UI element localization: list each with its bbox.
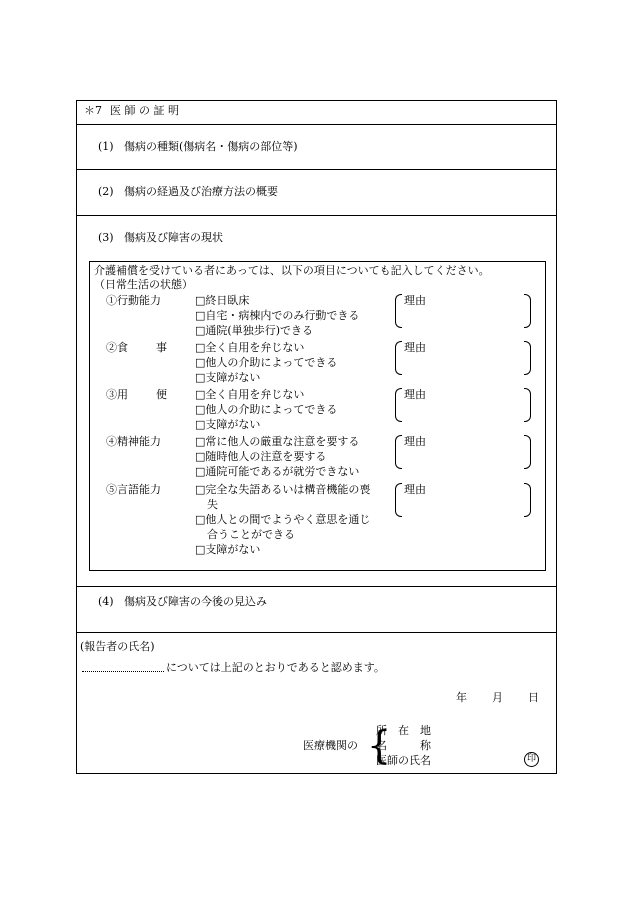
checkbox-option[interactable]: □ 他人の介助によってできる: [195, 356, 337, 370]
reason-open-bracket: [395, 294, 402, 328]
divider: [76, 169, 557, 170]
item-mental-label: ④精神能力: [106, 435, 161, 448]
reason-close-bracket: [524, 294, 531, 328]
reason-open-bracket: [395, 341, 402, 375]
item-mobility-label: ①行動能力: [106, 294, 161, 307]
checkbox-option[interactable]: □ 支障がない: [195, 543, 260, 557]
checkbox-option[interactable]: □ 支障がない: [195, 418, 260, 432]
item-speech-label: ⑤言語能力: [106, 483, 161, 496]
reason-close-bracket: [524, 388, 531, 422]
section-4-title: 傷病及び障害の今後の見込み: [124, 595, 267, 608]
checkbox-option[interactable]: □ 終日臥床: [195, 294, 249, 308]
reporter-label: (報告者の氏名): [80, 640, 155, 653]
doctor-name-label: 医師の氏名: [376, 754, 431, 767]
header-number: ＊7: [84, 104, 102, 117]
section-4-number: (4): [98, 595, 114, 608]
seal-icon: 印: [524, 752, 539, 767]
option-continuation: 合うことができる: [207, 528, 295, 541]
reason-label: 理由: [404, 483, 426, 496]
checkbox-option[interactable]: □ 支障がない: [195, 371, 260, 385]
reason-open-bracket: [395, 388, 402, 422]
confirmation-text: については上記のとおりであると認めます。: [166, 661, 385, 674]
divider: [76, 124, 557, 125]
reason-label: 理由: [404, 388, 426, 401]
item-toilet-label: ③用: [106, 388, 128, 401]
reason-label: 理由: [404, 341, 426, 354]
divider: [76, 632, 557, 633]
option-continuation: 失: [207, 498, 218, 511]
reason-label: 理由: [404, 294, 426, 307]
care-note: 介護補償を受けている者にあっては、以下の項目についても記入してください。: [94, 264, 490, 277]
reporter-name-line[interactable]: [82, 671, 164, 672]
checkbox-option[interactable]: □ 完全な失語あるいは構音機能の喪: [195, 483, 370, 497]
name-label: 名 称: [376, 739, 431, 752]
checkbox-option[interactable]: □ 全く自用を弁じない: [195, 388, 304, 402]
reason-close-bracket: [524, 341, 531, 375]
checkbox-option[interactable]: □ 随時他人の注意を要する: [195, 450, 326, 464]
care-subtitle: （日常生活の状態）: [94, 278, 193, 291]
date-day: 日: [528, 691, 539, 704]
section-2-title: 傷病の経過及び治療方法の概要: [124, 185, 278, 198]
checkbox-option[interactable]: □ 全く自用を弁じない: [195, 341, 304, 355]
item-eating-label: 事: [156, 341, 167, 354]
section-1-number: (1): [98, 140, 114, 153]
institution-label: 医療機関の: [303, 739, 358, 752]
section-3-number: (3): [98, 231, 114, 244]
divider: [76, 215, 557, 216]
item-eating-label: ②食: [106, 341, 128, 354]
section-3-title: 傷病及び障害の現状: [124, 231, 223, 244]
date-year: 年: [456, 691, 467, 704]
reason-open-bracket: [395, 483, 402, 517]
item-toilet-label: 便: [156, 388, 167, 401]
checkbox-option[interactable]: □ 他人との間でようやく意思を通じ: [195, 513, 370, 527]
divider: [76, 586, 557, 587]
reason-close-bracket: [524, 483, 531, 517]
date-month: 月: [492, 691, 503, 704]
left-brace-icon: {: [367, 723, 392, 767]
checkbox-option[interactable]: □ 通院(単独歩行)できる: [195, 324, 313, 338]
reason-label: 理由: [404, 435, 426, 448]
checkbox-option[interactable]: □ 常に他人の厳重な注意を要する: [195, 435, 359, 449]
header-title: 医 師 の 証 明: [110, 104, 179, 117]
reason-open-bracket: [395, 435, 402, 469]
section-2-number: (2): [98, 185, 114, 198]
checkbox-option[interactable]: □ 通院可能であるが就労できない: [195, 465, 359, 479]
checkbox-option[interactable]: □ 自宅・病棟内でのみ行動できる: [195, 309, 359, 323]
section-1-title: 傷病の種類(傷病名・傷病の部位等): [124, 140, 298, 153]
address-label: 所 在 地: [376, 724, 431, 737]
checkbox-option[interactable]: □ 他人の介助によってできる: [195, 403, 337, 417]
reason-close-bracket: [524, 435, 531, 469]
